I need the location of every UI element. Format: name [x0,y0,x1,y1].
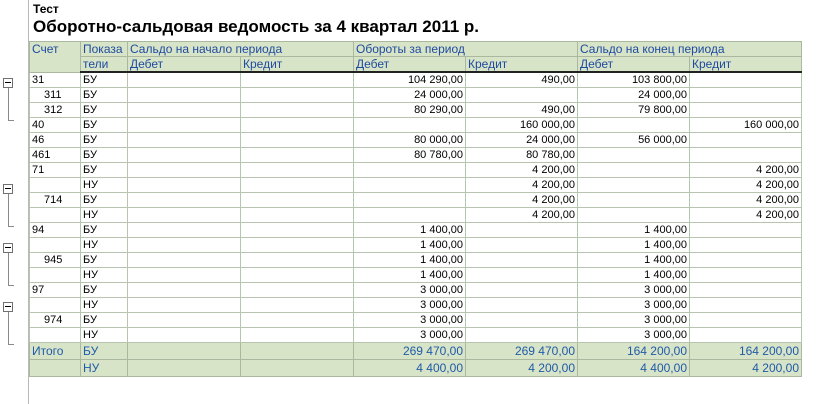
row-closing-debit: 1 400,00 [578,253,690,268]
table-row[interactable] [30,208,802,223]
total-row [30,360,802,377]
row-account: 71 [30,163,81,178]
group-gutter [0,0,29,404]
row-turnover-debit: 3 000,00 [354,298,466,313]
row-indicator: НУ [81,268,128,283]
row-closing-credit [690,88,802,103]
header-turnover: Обороты за период [354,42,578,57]
row-indicator: БУ [81,148,128,163]
row-closing-credit [690,148,802,163]
row-closing-credit [690,238,802,253]
row-closing-credit [690,283,802,298]
total-turnover-debit: 269 470,00 [354,343,466,360]
collapse-icon[interactable] [3,243,13,253]
row-closing-debit [578,208,690,223]
row-closing-debit: 3 000,00 [578,328,690,343]
row-indicator: БУ [81,313,128,328]
table-row[interactable] [30,238,802,253]
row-closing-debit: 3 000,00 [578,313,690,328]
row-indicator: БУ [81,253,128,268]
table-row[interactable] [30,72,802,88]
header-turnover-credit: Кредит [466,57,578,73]
row-turnover-debit: 3 000,00 [354,313,466,328]
row-turnover-credit: 24 000,00 [466,133,578,148]
header-account: Счет [30,42,81,73]
row-account [30,208,81,223]
row-turnover-debit [354,208,466,223]
row-account [30,268,81,283]
row-closing-credit: 160 000,00 [690,118,802,133]
row-indicator: БУ [81,193,128,208]
table-row[interactable] [30,253,802,268]
total-label [30,360,81,377]
row-closing-debit: 3 000,00 [578,283,690,298]
row-turnover-credit: 80 780,00 [466,148,578,163]
row-turnover-debit: 104 290,00 [354,72,466,88]
row-opening-debit [128,193,241,208]
header-indicator: Показа [81,42,128,57]
table-row[interactable] [30,328,802,343]
row-opening-debit [128,268,241,283]
row-closing-credit: 4 200,00 [690,163,802,178]
row-opening-credit [241,88,354,103]
row-indicator: БУ [81,72,128,88]
row-account: 40 [30,118,81,133]
row-opening-debit [128,313,241,328]
row-account [30,178,81,193]
header-opening-debit: Дебет [128,57,241,73]
row-turnover-credit: 490,00 [466,72,578,88]
table-row[interactable] [30,178,802,193]
total-turnover-credit: 269 470,00 [466,343,578,360]
row-closing-credit: 4 200,00 [690,193,802,208]
table-row[interactable] [30,148,802,163]
row-opening-credit [241,238,354,253]
row-closing-debit: 24 000,00 [578,88,690,103]
total-opening-debit [128,343,241,360]
row-indicator: НУ [81,328,128,343]
row-closing-credit [690,313,802,328]
row-closing-debit: 3 000,00 [578,298,690,313]
header-closing: Сальдо на конец периода [578,42,802,57]
header-closing-credit: Кредит [690,57,802,73]
row-account: 46 [30,133,81,148]
row-turnover-credit: 4 200,00 [466,208,578,223]
total-closing-credit: 164 200,00 [690,343,802,360]
row-indicator: БУ [81,88,128,103]
org-title: Тест [33,2,59,16]
row-opening-credit [241,268,354,283]
row-turnover-debit: 1 400,00 [354,223,466,238]
row-turnover-debit: 80 780,00 [354,148,466,163]
row-closing-debit: 1 400,00 [578,223,690,238]
balance-sheet-table [29,41,802,377]
table-row[interactable] [30,268,802,283]
row-closing-credit [690,133,802,148]
row-opening-credit [241,193,354,208]
total-indicator: БУ [81,343,128,360]
row-closing-debit: 56 000,00 [578,133,690,148]
row-indicator: БУ [81,283,128,298]
collapse-icon[interactable] [3,184,13,194]
row-account: 311 [30,88,81,103]
header-closing-debit: Дебет [578,57,690,73]
row-indicator: БУ [81,163,128,178]
row-turnover-debit [354,193,466,208]
header-indicator-cont: тели [81,57,128,73]
row-account [30,328,81,343]
row-turnover-credit [466,328,578,343]
row-closing-credit: 4 200,00 [690,178,802,193]
row-indicator: БУ [81,118,128,133]
row-account: 97 [30,283,81,298]
row-opening-credit [241,118,354,133]
row-opening-credit [241,133,354,148]
table-row[interactable] [30,193,802,208]
row-opening-credit [241,328,354,343]
row-opening-credit [241,208,354,223]
row-closing-credit [690,223,802,238]
row-opening-debit [128,88,241,103]
row-account [30,238,81,253]
row-indicator: БУ [81,103,128,118]
row-closing-debit [578,178,690,193]
row-turnover-credit [466,223,578,238]
table-row[interactable] [30,118,802,133]
row-closing-debit [578,118,690,133]
row-turnover-debit: 3 000,00 [354,283,466,298]
row-turnover-credit: 490,00 [466,103,578,118]
row-turnover-debit: 80 000,00 [354,133,466,148]
row-opening-debit [128,328,241,343]
row-turnover-credit [466,298,578,313]
row-indicator: НУ [81,298,128,313]
row-turnover-credit [466,283,578,298]
row-account: 461 [30,148,81,163]
row-account: 974 [30,313,81,328]
row-opening-credit [241,223,354,238]
row-opening-debit [128,133,241,148]
table-row[interactable] [30,88,802,103]
total-closing-debit: 4 400,00 [578,360,690,377]
table-row[interactable] [30,103,802,118]
row-indicator: БУ [81,223,128,238]
row-turnover-credit [466,313,578,328]
table-row[interactable] [30,298,802,313]
row-indicator: НУ [81,178,128,193]
row-account: 945 [30,253,81,268]
row-opening-credit [241,178,354,193]
row-opening-debit [128,163,241,178]
row-opening-credit [241,298,354,313]
row-closing-debit: 79 800,00 [578,103,690,118]
row-turnover-debit: 80 290,00 [354,103,466,118]
row-closing-debit: 1 400,00 [578,238,690,253]
row-opening-credit [241,148,354,163]
row-turnover-debit: 3 000,00 [354,328,466,343]
row-turnover-credit [466,268,578,283]
collapse-icon[interactable] [3,78,13,88]
table-row[interactable] [30,223,802,238]
row-opening-credit [241,72,354,88]
total-label: Итого [30,343,81,360]
report-title: Оборотно-сальдовая ведомость за 4 квартал 2011 р. [33,17,480,36]
row-closing-debit: 103 800,00 [578,72,690,88]
total-turnover-debit: 4 400,00 [354,360,466,377]
row-opening-debit [128,178,241,193]
header-opening: Сальдо на начало периода [128,42,354,57]
row-closing-debit: 1 400,00 [578,268,690,283]
row-opening-credit [241,283,354,298]
row-indicator: НУ [81,238,128,253]
table-row[interactable] [30,163,802,178]
total-opening-credit [241,360,354,377]
header-opening-credit: Кредит [241,57,354,73]
total-closing-debit: 164 200,00 [578,343,690,360]
total-indicator: НУ [81,360,128,377]
total-opening-credit [241,343,354,360]
row-turnover-debit [354,178,466,193]
header-turnover-debit: Дебет [354,57,466,73]
table-row[interactable] [30,283,802,298]
row-opening-debit [128,253,241,268]
row-closing-debit [578,193,690,208]
row-turnover-credit: 4 200,00 [466,178,578,193]
total-opening-debit [128,360,241,377]
row-opening-debit [128,72,241,88]
row-turnover-credit: 4 200,00 [466,193,578,208]
row-opening-credit [241,103,354,118]
row-indicator: БУ [81,133,128,148]
row-turnover-credit [466,88,578,103]
row-closing-credit [690,328,802,343]
row-closing-credit: 4 200,00 [690,208,802,223]
row-closing-credit [690,72,802,88]
row-turnover-debit: 1 400,00 [354,253,466,268]
row-opening-debit [128,208,241,223]
row-turnover-debit [354,163,466,178]
row-closing-debit [578,163,690,178]
row-turnover-credit [466,238,578,253]
row-opening-credit [241,313,354,328]
row-closing-credit [690,253,802,268]
table-row[interactable] [30,133,802,148]
row-turnover-debit [354,118,466,133]
row-turnover-debit: 24 000,00 [354,88,466,103]
row-closing-credit [690,298,802,313]
row-account: 714 [30,193,81,208]
row-indicator: НУ [81,208,128,223]
row-opening-debit [128,118,241,133]
row-opening-credit [241,253,354,268]
row-account: 31 [30,72,81,88]
row-account: 312 [30,103,81,118]
row-account: 94 [30,223,81,238]
total-closing-credit: 4 200,00 [690,360,802,377]
row-turnover-debit: 1 400,00 [354,268,466,283]
row-opening-debit [128,223,241,238]
row-opening-debit [128,238,241,253]
row-turnover-credit: 160 000,00 [466,118,578,133]
total-turnover-credit: 4 200,00 [466,360,578,377]
row-opening-debit [128,148,241,163]
row-opening-credit [241,163,354,178]
row-opening-debit [128,298,241,313]
table-row[interactable] [30,313,802,328]
row-turnover-credit: 4 200,00 [466,163,578,178]
row-opening-debit [128,283,241,298]
collapse-icon[interactable] [3,302,13,312]
row-account [30,298,81,313]
row-opening-debit [128,103,241,118]
row-turnover-debit: 1 400,00 [354,238,466,253]
row-turnover-credit [466,253,578,268]
row-closing-credit [690,103,802,118]
row-closing-debit [578,148,690,163]
total-row [30,343,802,360]
row-closing-credit [690,268,802,283]
